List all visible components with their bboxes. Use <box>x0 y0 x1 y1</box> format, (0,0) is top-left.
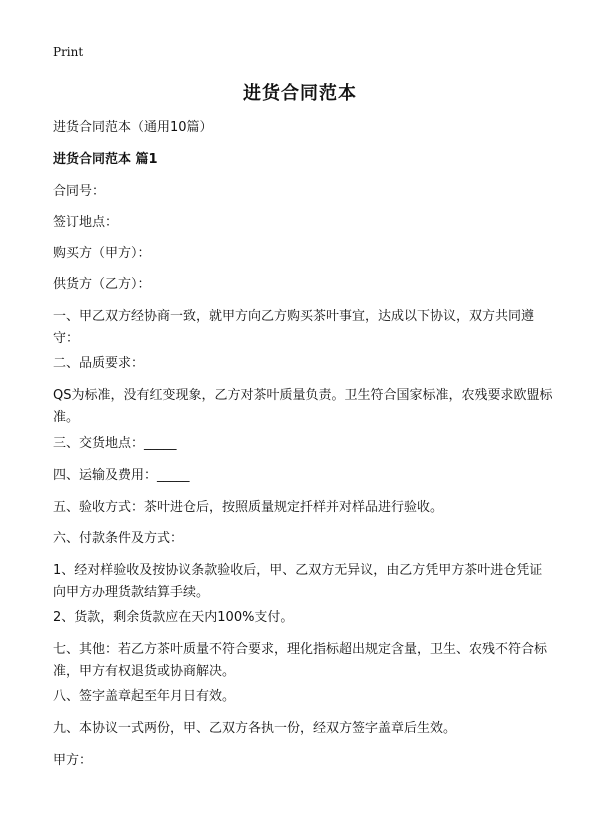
contract-number-label: 合同号： <box>53 184 106 199</box>
buyer-label: 购买方（甲方）： <box>53 246 151 261</box>
document-subtitle: 进货合同范本（通用10篇） <box>53 120 213 135</box>
clause-5: 五、验收方式：茶叶进仓后，按照质量规定扦样并对样品进行验收。 <box>53 500 444 515</box>
party-a-label: 甲方： <box>53 753 93 768</box>
document-title: 进货合同范本 <box>243 83 357 104</box>
clause-6-item-2: 2、货款，剩余货款应在天内100%支付。 <box>53 610 294 625</box>
clause-3: 三、交货地点：_____ <box>53 436 177 451</box>
signing-place-label: 签订地点： <box>53 215 119 230</box>
clause-7: 七、其他：若乙方茶叶质量不符合要求，理化指标超出规定含量，卫生、农残不符合标准，甲方有权退货或协商解决。 <box>53 642 548 679</box>
clause-4: 四、运输及费用：_____ <box>53 468 190 483</box>
clause-6-item-1: 1、经对样验收及按协议条款验收后，甲、乙双方无异议，由乙方凭甲方茶叶进仓凭证向甲方办理货款结算手续。 <box>53 563 543 600</box>
supplier-label: 供货方（乙方）： <box>53 277 151 292</box>
clause-2-heading: 二、品质要求： <box>53 356 145 371</box>
clause-6-heading: 六、付款条件及方式： <box>53 531 184 546</box>
clause-9: 九、本协议一式两份，甲、乙双方各执一份，经双方签字盖章后生效。 <box>53 721 457 736</box>
clause-1: 一、甲乙双方经协商一致，就甲方向乙方购买茶叶事宜，达成以下协议，双方共同遵守： <box>53 309 535 346</box>
section-heading: 进货合同范本 篇1 <box>53 152 158 167</box>
clause-8: 八、签字盖章起至年月日有效。 <box>53 689 236 704</box>
clause-2-body: QS为标准，没有红变现象，乙方对茶叶质量负责。卫生符合国家标准，农残要求欧盟标准。 <box>53 388 553 425</box>
print-link[interactable]: Print <box>53 45 84 59</box>
